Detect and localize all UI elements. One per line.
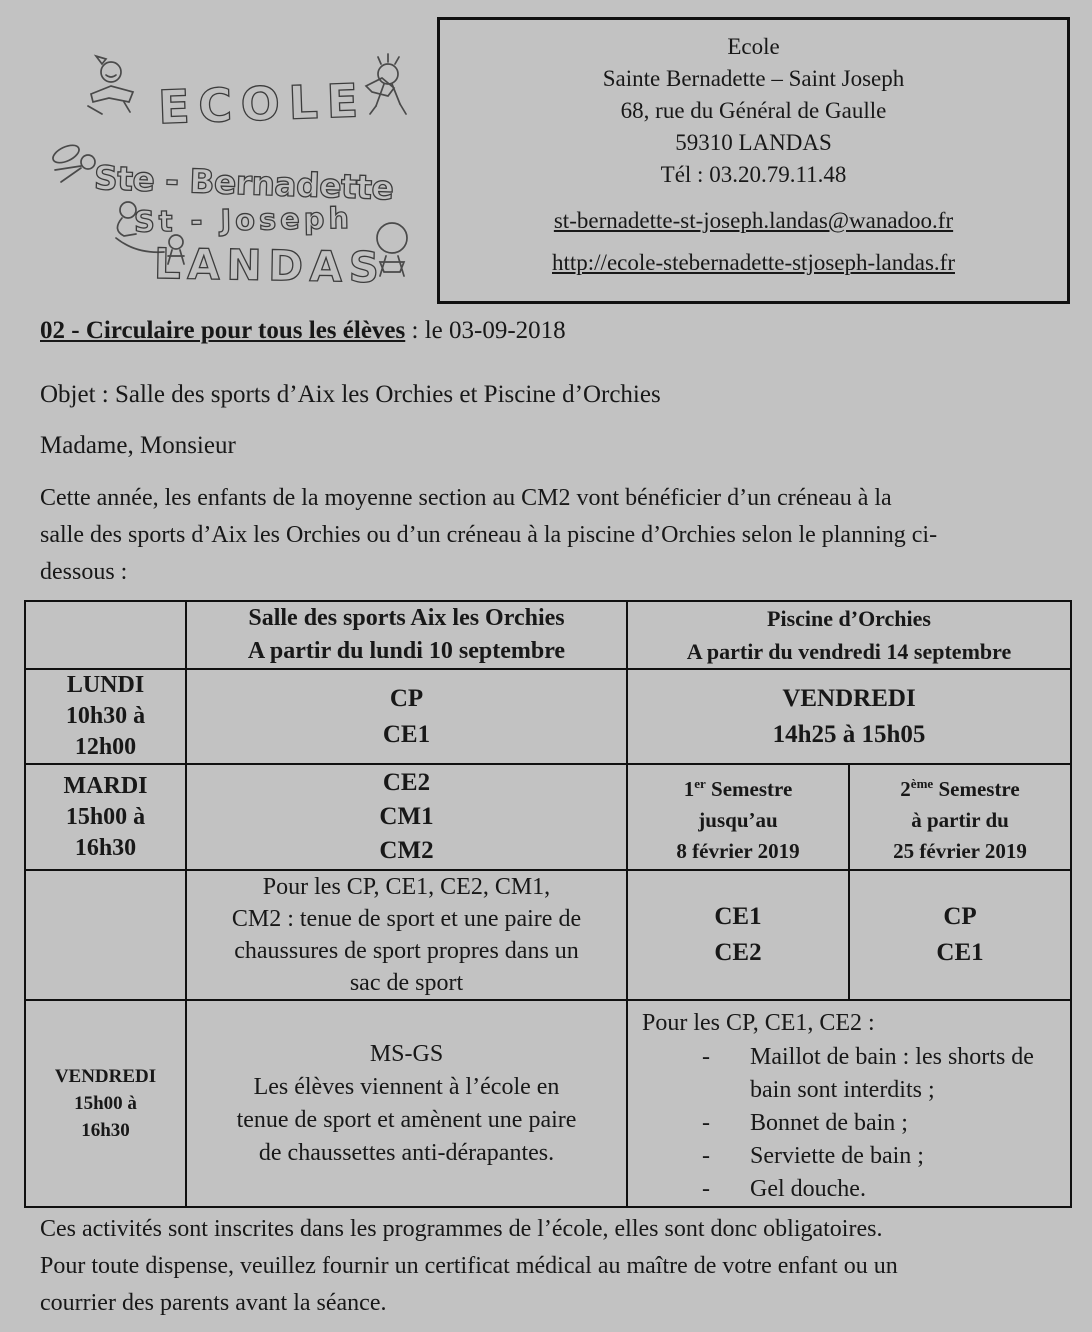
school-city: 59310 LANDAS [675,130,832,155]
day-time: 12h00 [74,734,137,760]
piscine-requirements-cell [627,1000,1071,1207]
dash-bullet: - [702,1044,710,1070]
circular-date: : le 03-09-2018 [405,317,566,344]
requirement-item [702,1173,1064,1206]
day-name: MARDI [63,772,148,799]
closing-line: Pour toute dispense, veuillez fournir un certificat médical au maître de votre enfant ou un [40,1253,898,1279]
circular-heading [40,317,566,345]
day-name: VENDREDI [54,1066,157,1087]
circular-title: 02 - Circulaire pour tous les élèves [40,317,406,344]
school-name-line1: Ecole [727,34,780,59]
doodle-girl-dancing-icon [377,223,407,276]
class-label: CE1 [382,720,431,748]
row-lundi [25,669,1071,764]
semester2-from: à partir du [911,807,1009,832]
requirement-item [702,1107,1064,1140]
semester1-date: 8 février 2019 [676,838,800,863]
mardi-day-cell [25,764,186,870]
class-label: CP [389,684,424,712]
piscine-day: VENDREDI [782,684,916,712]
header-sports-cell [186,601,627,669]
msgs-line: MS-GS [369,1040,444,1067]
requirement-text: Gel douche. [750,1176,866,1202]
logo-word-ecole: ECOLE [157,73,359,135]
objet-line: Objet : Salle des sports d’Aix les Orchies et Piscine d’Orchies [40,381,661,408]
header-piscine-cell [627,601,1071,669]
requirement-text: Serviette de bain ; [750,1143,924,1169]
day-time: 16h30 [74,834,137,861]
lundi-day-cell [25,669,186,764]
semester1-title: 1er Semestre [683,775,793,801]
dash-bullet: - [702,1143,710,1169]
doodle-fairy-icon [50,142,95,182]
msgs-line: tenue de sport et amènent une paire [236,1106,577,1133]
closing-line: courrier des parents avant la séance. [40,1290,387,1316]
semester1-until: jusqu’au [698,807,778,832]
semester2-title: 2ème Semestre [900,775,1020,801]
sports-equipment-cell [186,870,627,1000]
class-label: CP [943,903,977,930]
row-mardi [25,764,1071,870]
requirement-item [702,1140,1064,1173]
semester1-header-cell [627,764,849,870]
lundi-piscine-cell [627,669,1071,764]
doodle-boy-walking-icon [366,54,406,114]
equipment-line: sac de sport [349,970,464,996]
closing-paragraph [40,1211,1088,1322]
header-empty-cell [25,601,186,669]
requirement-item [702,1041,1064,1107]
class-label: CE1 [936,939,984,966]
msgs-line: Les élèves viennent à l’école en [253,1073,560,1100]
class-label: CE1 [714,903,762,930]
school-logo [36,42,441,297]
doodle-girl-reading-icon [88,56,133,114]
table-header-row [25,601,1071,669]
equipment-line: Pour les CP, CE1, CE2, CM1, [262,874,551,900]
requirement-text: Bonnet de bain ; [750,1110,908,1136]
dash-bullet: - [702,1110,710,1136]
header-piscine-title: Piscine d’Orchies [767,606,931,631]
requirement-text: Maillot de bain : les shorts de bain sont interdits ; [750,1044,1034,1103]
intro-line: Cette année, les enfants de la moyenne section au CM2 vont bénéficier d’un créneau à la [40,485,892,511]
letterhead-box [437,17,1070,304]
day-time: 16h30 [81,1120,130,1141]
salutation-line: Madame, Monsieur [40,432,236,459]
school-website: http://ecole-stebernadette-stjoseph-landas.fr [552,250,955,275]
row-equipment [25,870,1071,1000]
semester2-date: 25 février 2019 [893,838,1027,863]
equipment-line: chaussures de sport propres dans un [234,938,579,964]
school-name-line2: Sainte Bernadette – Saint Joseph [602,66,905,91]
dash-bullet: - [702,1176,710,1202]
closing-line: Ces activités sont inscrites dans les programmes de l’école, elles sont donc obligatoires. [40,1216,883,1242]
requirements-title: Pour les CP, CE1, CE2 : [642,1010,875,1036]
lundi-sports-classes [186,669,627,764]
header-sports-subtitle: A partir du lundi 10 septembre [247,638,566,664]
semester2-header-cell [849,764,1071,870]
day-name: LUNDI [66,672,145,698]
semester2-classes-cell [849,870,1071,1000]
equipment-empty-cell [25,870,186,1000]
school-email: st-bernadette-st-joseph.landas@wanadoo.fr [553,208,954,233]
vendredi-sports-cell [186,1000,627,1207]
schedule-table [24,600,1072,1208]
equipment-line: CM2 : tenue de sport et une paire de [231,906,582,932]
class-label: CE2 [382,769,431,796]
school-phone: Tél : 03.20.79.11.48 [660,162,847,187]
logo-word-joseph: St - Joseph [133,201,350,239]
semester1-classes-cell [627,870,849,1000]
piscine-time: 14h25 à 15h05 [772,720,926,748]
day-time: 15h00 à [65,803,146,830]
msgs-line: de chaussettes anti-dérapantes. [258,1139,555,1166]
day-time: 10h30 à [65,703,146,729]
school-street: 68, rue du Général de Gaulle [620,98,887,123]
class-label: CE2 [714,939,762,966]
vendredi-day-cell [25,1000,186,1207]
class-label: CM1 [379,803,434,830]
intro-line: dessous : [40,559,128,585]
logo-word-bernadette: Ste - Bernadette [93,158,395,208]
intro-line: salle des sports d’Aix les Orchies ou d’un créneau à la piscine d’Orchies selon le planning ci- [40,522,938,548]
intro-paragraph [40,480,1088,591]
mardi-sports-classes [186,764,627,870]
class-label: CM2 [379,837,434,864]
header-sports-title: Salle des sports Aix les Orchies [248,605,565,631]
row-vendredi [25,1000,1071,1207]
logo-word-landas: LANDAS [153,239,380,292]
day-time: 15h00 à [74,1093,137,1114]
header-piscine-subtitle: A partir du vendredi 14 septembre [686,639,1012,664]
